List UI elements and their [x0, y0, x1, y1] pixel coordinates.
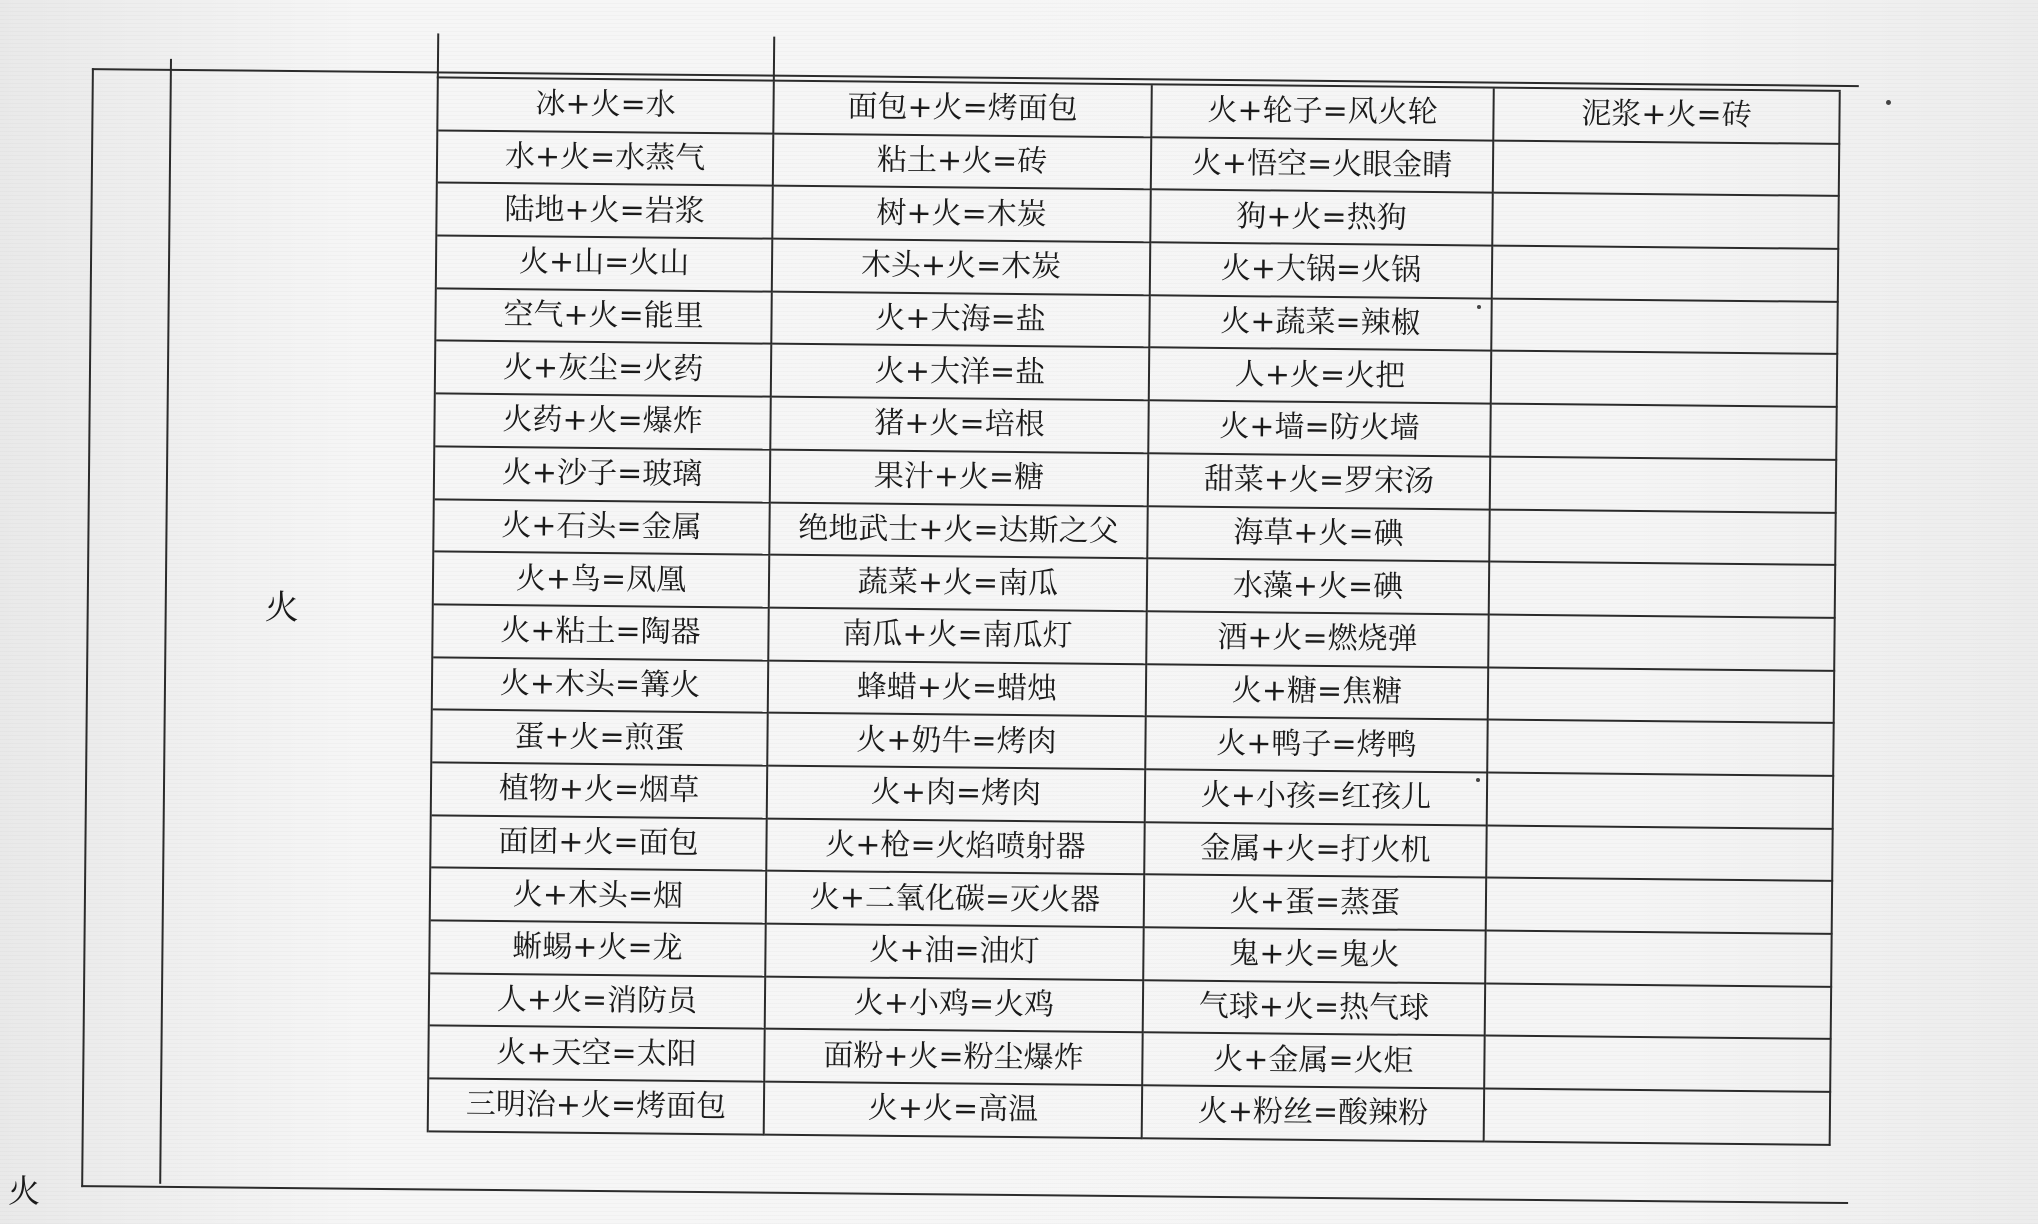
- scan-speck: [1886, 100, 1891, 105]
- column-divider-top: [773, 37, 775, 82]
- table-cell: 粘土+火=砖: [774, 134, 1152, 190]
- table-cell: 面包+火=烤面包: [774, 82, 1152, 138]
- table-cell: 果汁+火=糖: [771, 450, 1149, 506]
- table-cell: 火+鸭子=烤鸭: [1146, 718, 1488, 774]
- table-cell: [1488, 773, 1834, 829]
- table-cell: 陆地+火=岩浆: [437, 184, 773, 240]
- table-cell: 火+火=高温: [765, 1083, 1143, 1139]
- table-cell: 水+火=水蒸气: [438, 131, 774, 187]
- table-cell: [1489, 615, 1835, 671]
- table-cell: [1489, 668, 1835, 724]
- scan-speck: [1476, 778, 1480, 782]
- table-cell: 火药+火=爆炸: [435, 395, 771, 451]
- table-cell: [1487, 826, 1833, 882]
- table-cell: [1485, 1037, 1831, 1093]
- table-cell: 火+轮子=风火轮: [1152, 85, 1494, 141]
- table-cell: 冰+火=水: [438, 78, 774, 134]
- scan-speck: [1477, 305, 1481, 309]
- table-cell: 火+木头=篝火: [433, 658, 769, 714]
- table-cell: [1490, 510, 1836, 566]
- table-cell: 蜥蜴+火=龙: [430, 921, 766, 977]
- table-cell: 火+枪=火焰喷射器: [767, 819, 1145, 875]
- table-cell: 气球+火=热气球: [1144, 981, 1486, 1037]
- table-cell: 树+火=木炭: [773, 187, 1151, 243]
- table-cell: 火+油=油灯: [766, 925, 1144, 981]
- table-cell: 火+沙子=玻璃: [435, 447, 771, 503]
- table-cell: [1493, 194, 1839, 250]
- table-cell: 火+金属=火炬: [1143, 1034, 1485, 1090]
- table-cell: 蛋+火=煎蛋: [432, 711, 768, 767]
- table-cell: [1494, 141, 1840, 197]
- table-cell: [1486, 932, 1832, 988]
- table-cell: [1490, 563, 1836, 619]
- table-cell: 蜂蜡+火=蜡烛: [769, 661, 1147, 717]
- table-cell: 火+粘土=陶器: [433, 605, 769, 661]
- table-cell: 南瓜+火=南瓜灯: [769, 609, 1147, 665]
- table-cell: 火+墙=防火墙: [1149, 401, 1491, 457]
- table-cell: 火+大海=盐: [772, 292, 1150, 348]
- column-divider-top: [437, 33, 439, 78]
- table-cell: 火+糖=焦糖: [1147, 665, 1489, 721]
- table-cell: 火+粉丝=酸辣粉: [1143, 1086, 1485, 1142]
- table-cell: 海草+火=碘: [1148, 507, 1490, 563]
- table-cell: 火+小鸡=火鸡: [766, 977, 1144, 1033]
- table-cell: 火+大洋=盐: [772, 345, 1150, 401]
- table-cell: [1491, 457, 1837, 513]
- table-cell: 植物+火=烟草: [432, 763, 768, 819]
- table-cell: [1492, 352, 1838, 408]
- table-cell: 火+石头=金属: [434, 500, 770, 556]
- table-cell: 火+二氧化碳=灭火器: [767, 872, 1145, 928]
- table-cell: 猪+火=培根: [771, 398, 1149, 454]
- table-cell: [1492, 299, 1838, 355]
- table-cell: 火+肉=烤肉: [768, 767, 1146, 823]
- table-cell: 火+木头=烟: [431, 869, 767, 925]
- table-cell: 狗+火=热狗: [1151, 191, 1493, 247]
- table-cell: [1486, 984, 1832, 1040]
- table-cell: 人+火=火把: [1150, 349, 1492, 405]
- table-cell: 蔬菜+火=南瓜: [770, 556, 1148, 612]
- table-cell: 空气+火=能里: [436, 289, 772, 345]
- table-cell: 甜菜+火=罗宋汤: [1149, 454, 1491, 510]
- table-cell: 金属+火=打火机: [1145, 823, 1487, 879]
- table-cell: 火+灰尘=火药: [436, 342, 772, 398]
- category-label: 火: [264, 587, 299, 629]
- table-cell: 绝地武士+火=达斯之父: [770, 503, 1148, 559]
- table-cell: 鬼+火=鬼火: [1144, 928, 1486, 984]
- table-cell: [1485, 1090, 1831, 1146]
- table-cell: 火+鸟=凤凰: [434, 553, 770, 609]
- table-cell: [1491, 405, 1837, 461]
- table-cell: 火+小孩=红孩儿: [1146, 770, 1488, 826]
- table-cell: 火+天空=太阳: [429, 1027, 765, 1083]
- table-cell: [1487, 879, 1833, 935]
- footer-category-label: 火: [8, 1172, 41, 1210]
- table-cell: 火+大锅=火锅: [1151, 243, 1493, 299]
- table-cell: 面团+火=面包: [431, 816, 767, 872]
- table-cell: 三明治+火=烤面包: [429, 1079, 765, 1135]
- table-cell: 水藻+火=碘: [1148, 559, 1490, 615]
- table-cell: 人+火=消防员: [430, 974, 766, 1030]
- table-cell: 火+悟空=火眼金睛: [1152, 138, 1494, 194]
- table-cell: 火+蔬菜=辣椒: [1150, 296, 1492, 352]
- table-cell: 木头+火=木炭: [773, 240, 1151, 296]
- table-cell: 面粉+火=粉尘爆炸: [765, 1030, 1143, 1086]
- table-cell: 火+山=火山: [437, 237, 773, 293]
- recipe-grid: [427, 76, 1841, 1145]
- table-cell: [1488, 721, 1834, 777]
- table-cell: [1493, 247, 1839, 303]
- table-cell: 火+奶牛=烤肉: [768, 714, 1146, 770]
- recipe-table-sheet: [69, 58, 1880, 1210]
- table-cell: 酒+火=燃烧弹: [1147, 612, 1489, 668]
- table-cell: 火+蛋=蒸蛋: [1145, 876, 1487, 932]
- table-cell: 泥浆+火=砖: [1494, 89, 1840, 145]
